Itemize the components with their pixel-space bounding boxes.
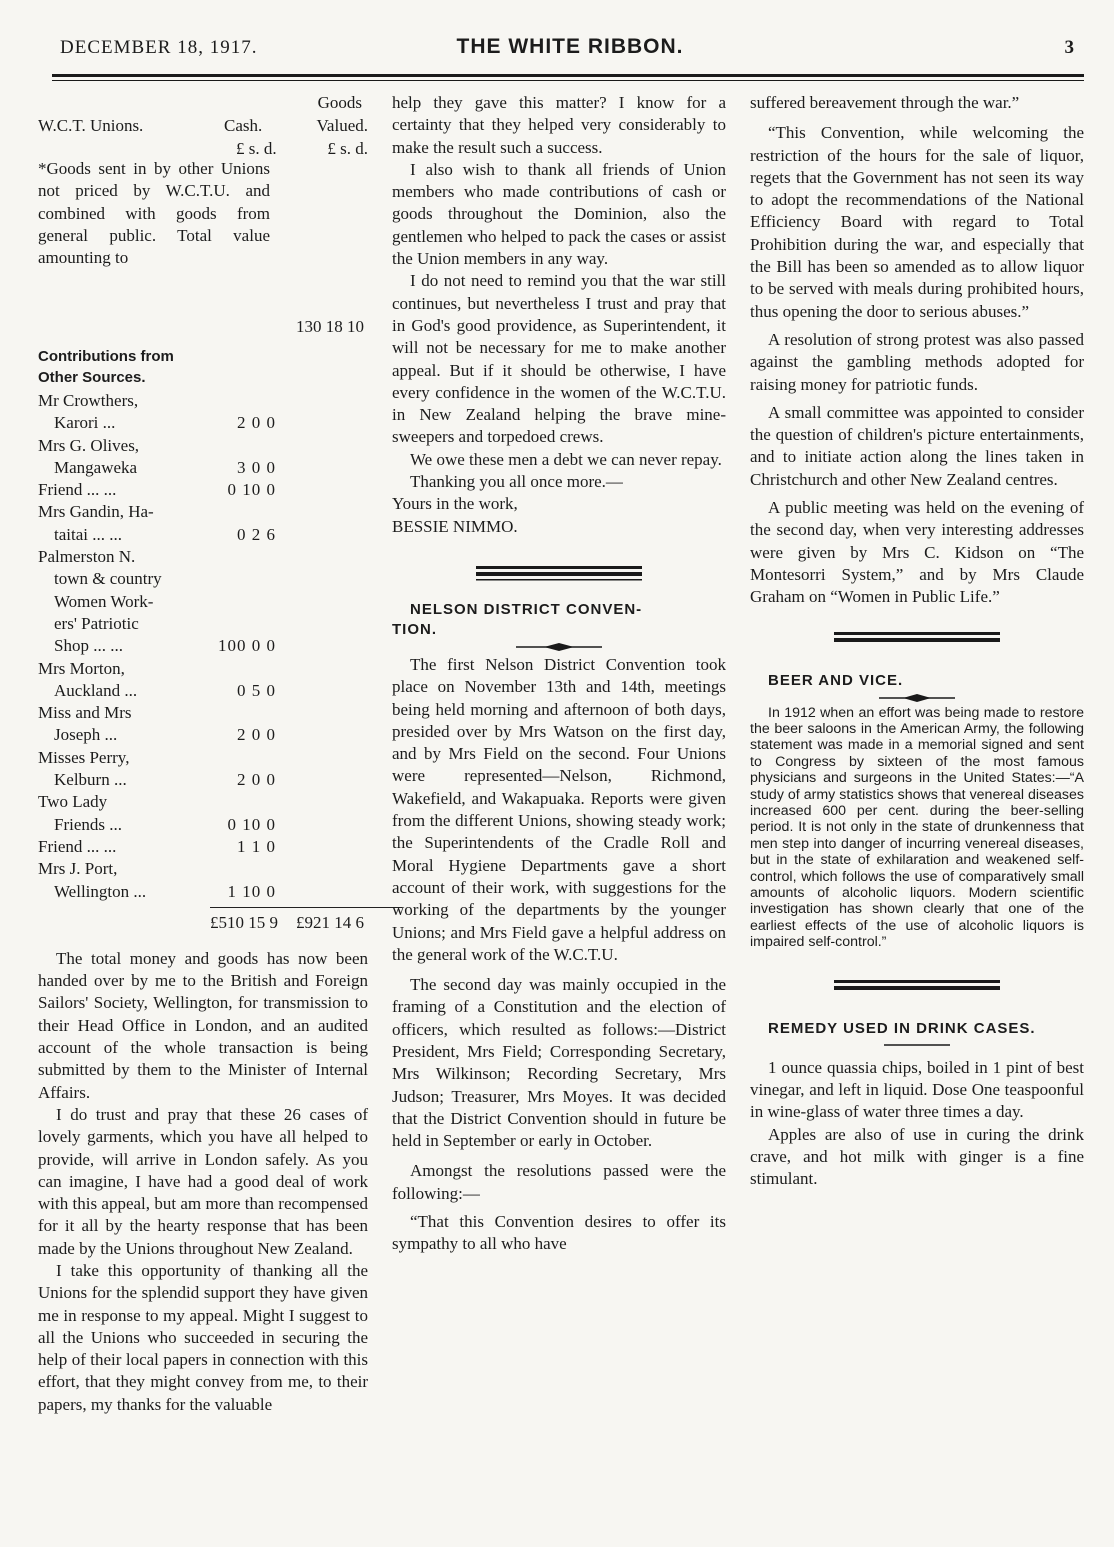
contribution-row [38, 457, 368, 479]
contribution-amount: 2 0 0 [237, 413, 276, 433]
contribution-amount: 0 10 0 [227, 814, 276, 834]
divider-ornament [474, 562, 644, 584]
header-rule-thin [52, 80, 1084, 81]
nelson-paragraph-2: The second day was mainly occupied in the framing of a Constitution and the election of officers, which resulted as follows:—District President, Mrs Field; Corresponding Secretary, Mrs Wilkinson; Recording Secretary, Mrs Judson; Treasurer, Mrs Moyes. It was decided that the District Convention should in future be held in September or early in October. [392, 975, 726, 1151]
nelson-paragraph-4: “That this Convention desires to offer its sympathy to all who have [392, 1212, 726, 1254]
contribution-row [38, 791, 368, 813]
contribution-row [38, 435, 368, 457]
contribution-row [38, 836, 368, 858]
contribution-amount: 0 5 0 [237, 680, 276, 700]
col3-paragraph-3: A resolution of strong protest was also passed against the gambling methods adopted for raising money for patriotic funds. [750, 329, 1084, 394]
col1-paragraph-1: The total money and goods has now been handed over by me to the British and Foreign Sailors' Society, Wellington, for transmission to their Head Office in London, and an audited account of the whole transaction is being submitted by them to the Minister of Internal Affairs. [38, 948, 368, 1102]
contributor-name: Joseph ... [54, 725, 118, 745]
col3-paragraph-4: A small committee was appointed to consider the question of children's picture entertainments, and to initiate action along the lines taken in Christchurch and other New Zealand centres. [750, 402, 1084, 489]
contributions-heading-line-1: Contributions from [38, 348, 174, 365]
contribution-row [38, 814, 368, 836]
contributor-name: Kelburn ... [54, 770, 127, 790]
contribution-amount: 1 10 0 [227, 881, 276, 901]
column-3 [750, 92, 1084, 1190]
remedy-paragraph-1: 1 ounce quassia chips, boiled in 1 pint of best vinegar, and left in liquid. Dose One teaspoonful in wine-glass of water three times a day. [750, 1057, 1084, 1122]
contribution-row [38, 635, 368, 657]
contributor-name: Friend ... ... [38, 480, 117, 500]
contribution-amount: 0 2 6 [237, 524, 276, 544]
issue-date: DECEMBER 18, 1917. [60, 37, 258, 58]
beer-paragraph: In 1912 when an effort was being made to restore the beer saloons in the American Army, the following statement was made in a memorial signed and sent to Congress by sixteen of the most famous physicians and surgeons in the United States:—“A study of army statistics shows that venereal diseases increased 600 per cent. during the beer-selling period. It is not only in the state of drunkenness that men step into danger of incurring venereal diseases, but in the state of exhilaration and weakened self-control, which follows the use of comparatively small amounts of alcoholic liquors. Modern scientific investigation has shown clearly that one of the earliest effects of the use of alcoholic liquors is impaired self-control.” [750, 704, 1084, 951]
nelson-heading-line-1: NELSON DISTRICT CONVEN- [410, 600, 643, 618]
totals-row [38, 912, 368, 936]
contributor-name: Shop ... ... [54, 636, 123, 656]
valued-column-label: Valued. [316, 116, 368, 135]
contribution-amount: 2 0 0 [237, 770, 276, 790]
contribution-row [38, 479, 368, 501]
remedy-paragraph-2: Apples are also of use in curing the drink crave, and hot milk with ginger is a fine stimulant. [750, 1124, 1084, 1189]
contributor-name: Mr Crowthers, [38, 391, 139, 410]
col2-paragraph-2: I also wish to thank all friends of Union members who made contributions of cash or goods throughout the Dominion, also the gentlemen who helped to pack the cases or assist the Union members in any way. [392, 159, 726, 269]
cash-units-label: £ s. d. [236, 139, 277, 158]
contributor-name: Friends ... [54, 814, 122, 834]
col2-paragraph-1: help they gave this matter? I know for a certainty that they helped very considerably to make the result such a success. [392, 93, 726, 157]
contribution-row [38, 702, 368, 724]
contribution-amount: 3 0 0 [237, 457, 276, 477]
contributions-list [38, 390, 368, 903]
total-cash: £510 15 9 [210, 912, 278, 932]
nelson-heading [392, 600, 726, 640]
contribution-row [38, 546, 368, 568]
beer-heading: BEER AND VICE. [768, 671, 904, 689]
total-rule [210, 907, 402, 908]
divider-ornament-2 [832, 629, 1002, 647]
contributions-table-header [38, 92, 368, 158]
contribution-row [38, 390, 368, 412]
contribution-row [38, 747, 368, 769]
contributor-name: Palmerston N. [38, 547, 136, 567]
col2-paragraph-3: I do not need to remind you that the war still continues, but nevertheless I trust and pray that in God's good providence, as Superintendent, it will not be necessary for me to make another appeal. But if it should be otherwise, I have every confidence in the women of the W.C.T.U. in New Zealand helping the brave mine-sweepers and torpedoed crews. [392, 271, 726, 447]
nelson-heading-line-2: TION. [392, 620, 437, 638]
contribution-row [38, 568, 368, 590]
col2-paragraph-5: Thanking you all once more.— [410, 472, 623, 492]
header-rule [52, 74, 1084, 77]
contributions-heading [38, 346, 368, 388]
contributor-name: Miss and Mrs [38, 703, 132, 723]
contribution-row [38, 680, 368, 702]
beer-article [750, 705, 1084, 951]
goods-note-block [38, 158, 368, 338]
contribution-amount: 1 1 0 [237, 836, 276, 856]
column-1 [38, 92, 368, 1416]
contribution-row [38, 858, 368, 880]
newspaper-title: THE WHITE RIBBON. [456, 35, 684, 58]
col3-paragraph-2: “This Convention, while welcoming the restriction of the hours for the sale of liquor, regets that the Government has not seen its way to adopt the recommendations of the National Efficiency Board with regard to Total Prohibition during the war, and especially that the Bill has been so amended as to allow liquor to be served with meals during prohibited hours, thus opening the door to serious abuses.” [750, 123, 1084, 321]
col2-paragraph-4: We owe these men a debt we can never repay. [410, 449, 722, 469]
page-number: 3 [1064, 37, 1074, 58]
col1-paragraph-3: I take this opportunity of thanking all the Unions for the splendid support they have given me in response to my appeal. Might I suggest to all the Unions who succeeded in securing the help of their local papers in connection with this effort, that they might convey from me, to their papers, my thanks for the valuable [38, 1260, 368, 1414]
contribution-row [38, 724, 368, 746]
contribution-row [38, 524, 368, 546]
contribution-row [38, 658, 368, 680]
signature: BESSIE NIMMO. [392, 516, 518, 536]
remedy-heading-rule [882, 1039, 952, 1051]
contribution-amount: 2 0 0 [237, 725, 276, 745]
nelson-paragraph-3: Amongst the resolutions passed were the following:— [392, 1161, 726, 1203]
beer-heading-ornament [877, 691, 957, 705]
goods-note-amount: 130 18 10 [296, 316, 364, 336]
remedy-heading: REMEDY USED IN DRINK CASES. [768, 1019, 1036, 1037]
contributor-name: Mangaweka [54, 457, 138, 477]
contributor-name: Misses Perry, [38, 747, 130, 767]
contributor-name: Mrs Morton, [38, 658, 125, 678]
contribution-row [38, 613, 368, 635]
contributor-name: Wellington ... [54, 881, 147, 901]
contribution-amount: 0 10 0 [227, 480, 276, 500]
contributor-name: Mrs Gandin, Ha- [38, 502, 154, 522]
heading-ornament [514, 640, 604, 654]
column-2 [392, 92, 726, 1256]
contributor-name: Mrs G. Olives, [38, 435, 140, 455]
contributor-name: Mrs J. Port, [38, 859, 118, 879]
contribution-amount: 100 0 0 [218, 636, 276, 656]
page-header [60, 32, 1080, 72]
divider-ornament-3 [832, 977, 1002, 995]
contributor-name: ers' Patriotic [54, 613, 139, 633]
col3-paragraph-5: A public meeting was held on the evening of the second day, when very interesting addresses were given by Mrs C. Kidson on “The Montesorri System,” and by Mrs Claude Graham on “Women in Public Life.” [750, 498, 1084, 607]
contribution-row [38, 591, 368, 613]
contribution-row [38, 881, 368, 903]
contributions-heading-line-2: Other Sources. [38, 369, 146, 386]
goods-units-label: £ s. d. [327, 139, 368, 158]
contributor-name: Auckland ... [54, 680, 138, 700]
contributor-name: Karori ... [54, 413, 116, 433]
contributor-name: Friend ... ... [38, 836, 117, 856]
unions-column-label: W.C.T. Unions. [38, 116, 144, 135]
closing-line: Yours in the work, [392, 494, 518, 514]
nelson-paragraph-1: The first Nelson District Convention took place on November 13th and 14th, meetings being held morning and afternoon of both days, presided over by Mrs Watson on the first day, and by Mrs Field on the second. Four Unions were represented—Nelson, Richmond, Wakefield, and Wakapuaka. Reports were given from the different Unions, showing steady work; the Superintendents of the Cradle Roll and Moral Hygiene Departments gave a short account of their work, with suggestions for the working of the departments by the younger Unions; and Mrs Field gave a helpful address on the general work of the W.C.T.U. [392, 654, 726, 964]
contributor-name: taitai ... ... [54, 524, 122, 544]
col1-paragraph-2: I do trust and pray that these 26 cases of lovely garments, which you have all helped to provide, will arrive in London safely. As you can imagine, I have had a good deal of work with this appeal, but am more than recompensed for it all by the hearty response that has been made by the Unions throughout New Zealand. [38, 1104, 368, 1258]
contributor-name: Women Work- [54, 591, 154, 611]
total-goods: £921 14 6 [296, 912, 364, 932]
contributor-name: Two Lady [38, 792, 108, 812]
contribution-row [38, 412, 368, 434]
goods-note: *Goods sent in by other Unions not priced by W.C.T.U. and combined with goods from general public. Total value amounting to [38, 159, 270, 268]
col3-paragraph-1: suffered bereavement through the war.” [750, 93, 1020, 112]
contribution-row [38, 769, 368, 791]
goods-column-label: Goods [317, 93, 362, 112]
contributor-name: town & country [54, 569, 162, 589]
cash-column-label: Cash. [224, 116, 263, 135]
contribution-row [38, 501, 368, 523]
